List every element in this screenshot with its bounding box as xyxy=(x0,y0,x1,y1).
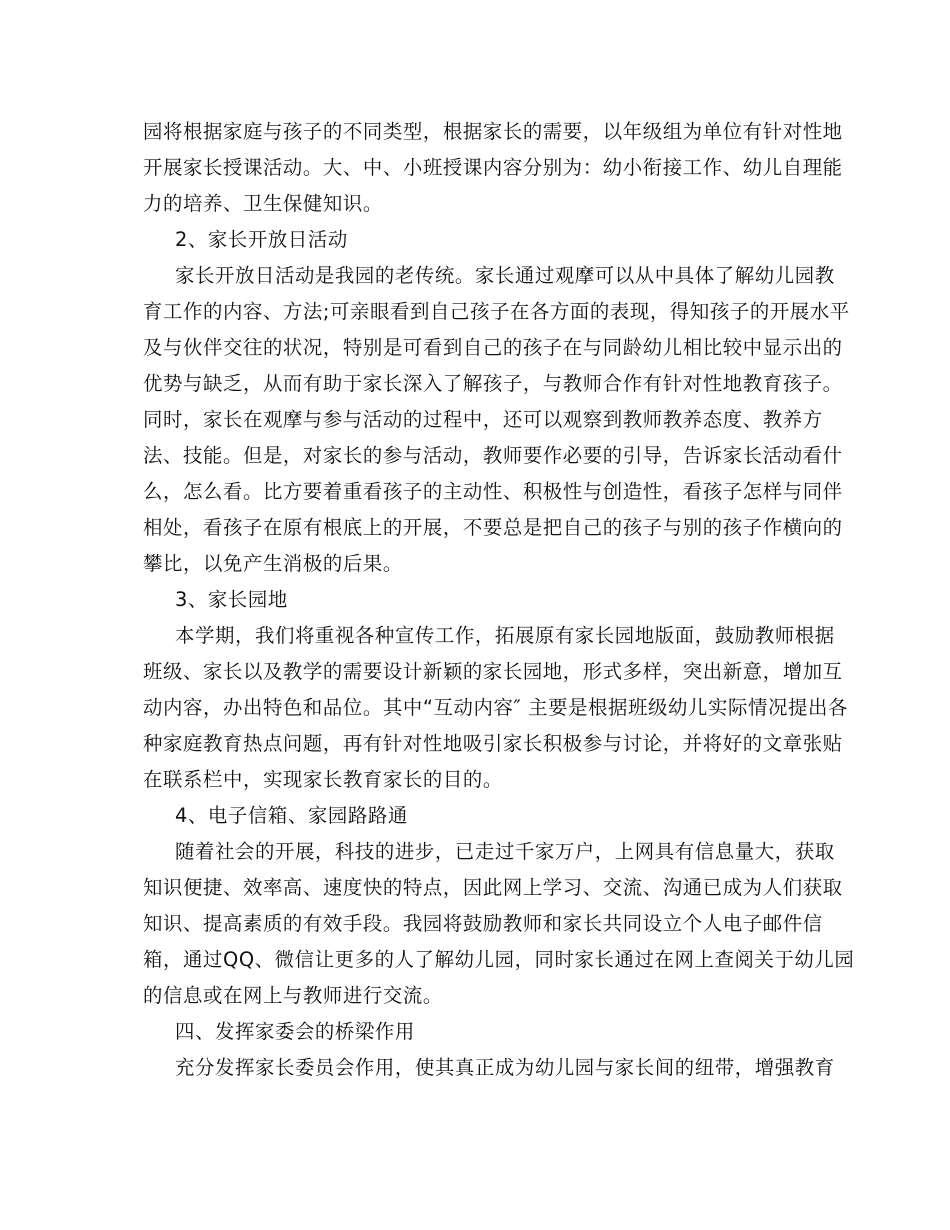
text-line: 在联系栏中，实现家长教育家长的目的。 xyxy=(143,768,503,791)
section-heading: 2、家长开放日活动 xyxy=(175,228,348,251)
text-line: 种家庭教育热点问题，再有针对性地吸引家长积极参与讨论，并将好的文章张贴 xyxy=(143,732,843,755)
text-line: 及与伙伴交往的状况，特别是可看到自己的孩子在与同龄幼儿相比较中显示出的 xyxy=(143,336,843,359)
text-line: 箱，通过QQ、微信让更多的人了解幼儿园，同时家长通过在网上查阅关于幼儿园 xyxy=(143,948,855,971)
text-line: 同时，家长在观摩与参与活动的过程中，还可以观察到教师教养态度、教养方 xyxy=(143,408,823,431)
section-heading: 3、家长园地 xyxy=(175,588,288,611)
text-line: 家长开放日活动是我园的老传统。家长通过观摩可以从中具体了解幼儿园教 xyxy=(175,264,835,287)
text-line: 么，怎么看。比方要着重看孩子的主动性、积极性与创造性，看孩子怎样与同伴 xyxy=(143,480,843,503)
text-line: 园将根据家庭与孩子的不同类型，根据家长的需要，以年级组为单位有针对性地 xyxy=(143,120,843,143)
text-line: 动内容，办出特色和品位。其中“互动内容″ 主要是根据班级幼儿实际情况提出各 xyxy=(143,696,848,719)
text-line: 本学期，我们将重视各种宣传工作，拓展原有家长园地版面，鼓励教师根据 xyxy=(175,624,835,647)
text-line: 知识、提高素质的有效手段。我园将鼓励教师和家长共同设立个人电子邮件信 xyxy=(143,912,823,935)
text-line: 育工作的内容、方法;可亲眼看到自己孩子在各方面的表现，得知孩子的开展水平 xyxy=(143,300,850,323)
text-line: 开展家长授课活动。大、中、小班授课内容分别为：幼小衔接工作、幼儿自理能 xyxy=(143,156,843,179)
text-line: 力的培养、卫生保健知识。 xyxy=(143,192,383,215)
text-line: 充分发挥家长委员会作用，使其真正成为幼儿园与家长间的纽带，增强教育 xyxy=(175,1056,835,1079)
section-heading: 4、电子信箱、家园路路通 xyxy=(175,804,408,827)
text-line: 法、技能。但是，对家长的参与活动，教师要作必要的引导，告诉家长活动看什 xyxy=(143,444,843,467)
text-line: 攀比，以免产生消极的后果。 xyxy=(143,552,403,575)
text-line: 的信息或在网上与教师进行交流。 xyxy=(143,984,443,1007)
text-line: 随着社会的开展，科技的进步，已走过千家万户，上网具有信息量大，获取 xyxy=(175,840,835,863)
text-line: 相处，看孩子在原有根底上的开展，不要总是把自己的孩子与别的孩子作横向的 xyxy=(143,516,843,539)
text-line: 班级、家长以及教学的需要设计新颖的家长园地，形式多样，突出新意，增加互 xyxy=(143,660,843,683)
text-line: 优势与缺乏，从而有助于家长深入了解孩子，与教师合作有针对性地教育孩子。 xyxy=(143,372,843,395)
section-heading: 四、发挥家委会的桥梁作用 xyxy=(175,1020,415,1043)
text-line: 知识便捷、效率高、速度快的特点，因此网上学习、交流、沟通已成为人们获取 xyxy=(143,876,843,899)
